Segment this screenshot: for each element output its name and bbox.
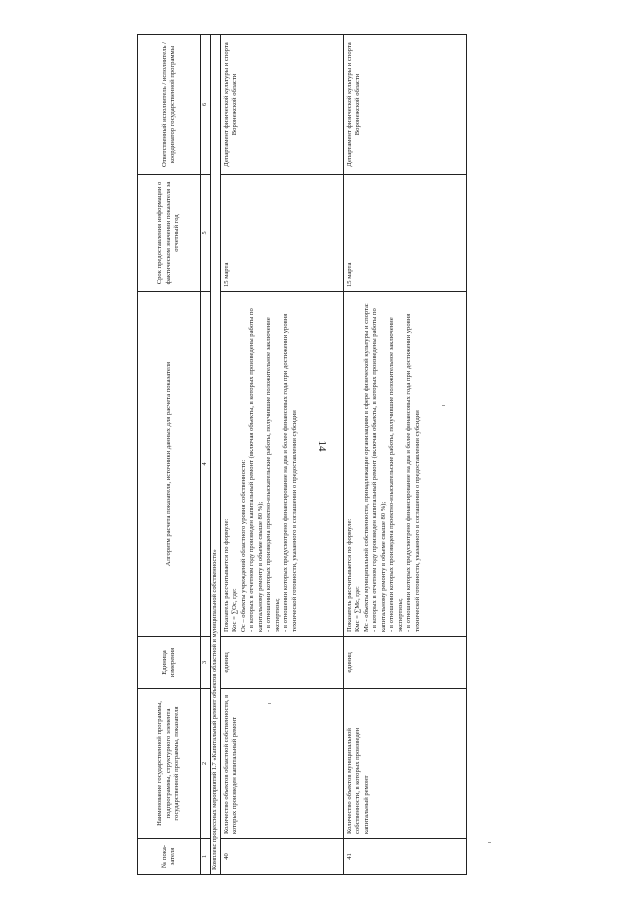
header-cell-unit: Единица измерения (138, 637, 201, 689)
algorithm-line: - в отношении которых предусмотрено финансирование на два и более финансовых года при достижении уровня технической готовности, указанного в соглашении о предоставлении субсидии (405, 313, 421, 632)
executor: Департамент физической культуры и спорта Воронежской области (221, 35, 344, 175)
section-title: Комплекс процессных мероприятий 1.7 «Капитальный ремонт объектов областной и муниципальной собственности» (211, 35, 221, 875)
algorithm-line: - в отношении которых произведена проектно-изыскательские работы, получившие положительное заключение экспертизы; (265, 317, 281, 632)
algorithm-line: Ос – объекты учреждений областного уровня собственности: (239, 459, 247, 632)
column-number: 1 (201, 839, 211, 875)
executor: Департамент физической культуры и спорта Воронежской области (344, 35, 467, 175)
column-number: 6 (201, 35, 211, 175)
algorithm-line: - в которых в отчетном году произведен капитальный ремонт (включая объекты, в которых произведены работы по капитальному ремонту в объеме свыше 80 %); (248, 308, 264, 632)
algorithm (221, 292, 344, 637)
algorithm-line: - в отношении которых произведена проектно-изыскательские работы, получившие положительное заключение экспертизы; (388, 317, 404, 632)
algorithm-line: Показатель рассчитывается по формуле: (223, 518, 230, 632)
algorithm (344, 292, 467, 637)
algorithm-line: Мс - объекты муниципальной собственности, принадлежащие организациям в сфере физической культуры и спорта: (362, 303, 370, 632)
indicator-table (137, 34, 467, 875)
column-number: 2 (201, 689, 211, 839)
indicator-name: Количество объектов муниципальной собственности, в которых произведен капитальный ремонт (344, 689, 467, 839)
algorithm-line: Кос = ∑Ос, где: (231, 588, 239, 632)
row-number: 40 (221, 839, 344, 875)
header-cell-executor: Ответственный исполнитель / исполнитель / координатор государственной программы (138, 35, 201, 175)
unit: единиц (344, 637, 467, 689)
scan-speck (488, 842, 491, 843)
column-number: 5 (201, 175, 211, 292)
indicator-name: Количество объектов областной собственности, в которых произведен капитальный ремонт (221, 689, 344, 839)
scan-speck (268, 703, 271, 704)
scan-speck (442, 405, 445, 406)
algorithm-line: Показатель рассчитывается по формуле: (346, 518, 353, 632)
algorithm-line: Кмс = ∑Мс, где: (354, 586, 362, 632)
indicator-table-wrapper (137, 35, 467, 875)
table-row (221, 35, 344, 875)
page-number: 14 (316, 440, 328, 452)
table-row (344, 35, 467, 875)
table-header-row (138, 35, 201, 875)
deadline: 15 марта (221, 175, 344, 292)
unit: единиц (221, 637, 344, 689)
deadline: 15 марта (344, 175, 467, 292)
algorithm-line: - в отношении которых предусмотрено финансирование на два и более финансовых года при достижении уровня технической готовности, указанного в соглашении о предоставлении субсидии (282, 313, 298, 632)
row-number: 41 (344, 839, 467, 875)
header-cell-deadline: Срок предоставления информации о фактическом значении показателя за отчетный год (138, 175, 201, 292)
section-row (211, 35, 221, 875)
column-number: 4 (201, 292, 211, 637)
header-cell-algorithm: Алгоритм расчета показателя, источники данных для расчета показателя (138, 292, 201, 637)
header-cell-name: Наименование государственной программы, подпрограммы, структурного элемента государственной программы, показателя (138, 689, 201, 839)
column-number: 3 (201, 637, 211, 689)
header-cell-number: № пока-зателя (138, 839, 201, 875)
column-number-row (201, 35, 211, 875)
algorithm-line: - в которых в отчетном году произведен капитальный ремонт (включая объекты, в которых произведены работы по капитальному ремонту в объеме свыше 80 %); (371, 308, 387, 632)
